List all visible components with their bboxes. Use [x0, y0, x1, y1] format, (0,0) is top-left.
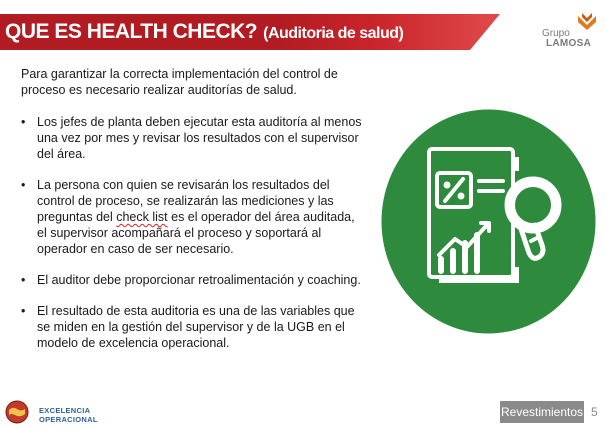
- bullet-marker: •: [21, 304, 26, 318]
- bullet-item: [21, 114, 366, 162]
- slide-body: [21, 66, 366, 366]
- page-title: [5, 20, 403, 44]
- bullet-item: [21, 177, 366, 257]
- bullet-marker: •: [21, 273, 26, 287]
- footer-line-2: OPERACIONAL: [39, 415, 98, 424]
- bullet-item: [21, 303, 366, 351]
- globe-icon: [4, 400, 30, 424]
- footer-line-1: EXCELENCIA: [39, 406, 91, 415]
- revestimientos-badge: Revestimientos: [500, 401, 584, 423]
- bullet-text: El auditor debe proporcionar retroalimentación y coaching.: [37, 273, 361, 287]
- bullet-text: [37, 178, 355, 256]
- page-title-main: QUE ES HEALTH CHECK?: [5, 20, 258, 43]
- bullet-list: [21, 114, 366, 351]
- bullet-text: Los jefes de planta deben ejecutar esta auditoría al menos una vez por mes y revisar los resultados con el supervisor del área.: [37, 115, 362, 161]
- bullet-text-part: La persona con quien se revisarán los resultados del control de proceso, se realizarán las mediciones y las preguntas del: [37, 178, 334, 224]
- excelencia-operacional-label: [39, 406, 98, 424]
- bullet-text: El resultado de esta auditoria es una de las variables que se miden en la gestión del supervisor y de la UGB en el modelo de excelencia operacional.: [37, 304, 355, 350]
- audit-report-magnifier-icon: [381, 109, 596, 334]
- grupo-lamosa-logo: [538, 12, 602, 48]
- bullet-text-part: es el operador del área auditada, el supervisor acompañará el proceso y soportará al operador en caso de ser necesario.: [37, 210, 355, 256]
- logo-lamosa-text: LAMOSA: [546, 38, 592, 49]
- bullet-item: [21, 272, 366, 288]
- bullet-marker: •: [21, 115, 26, 129]
- lamosa-logo-icon: [576, 12, 598, 30]
- page-title-subtitle: (Auditoria de salud): [263, 25, 404, 42]
- logo-grupo-text: Grupo: [542, 28, 570, 39]
- bullet-marker: •: [21, 178, 26, 192]
- check-list-term: check list: [116, 210, 168, 224]
- page-number: 5: [591, 405, 598, 419]
- intro-paragraph: Para garantizar la correcta implementación del control de proceso es necesario realizar auditorías de salud.: [21, 67, 338, 97]
